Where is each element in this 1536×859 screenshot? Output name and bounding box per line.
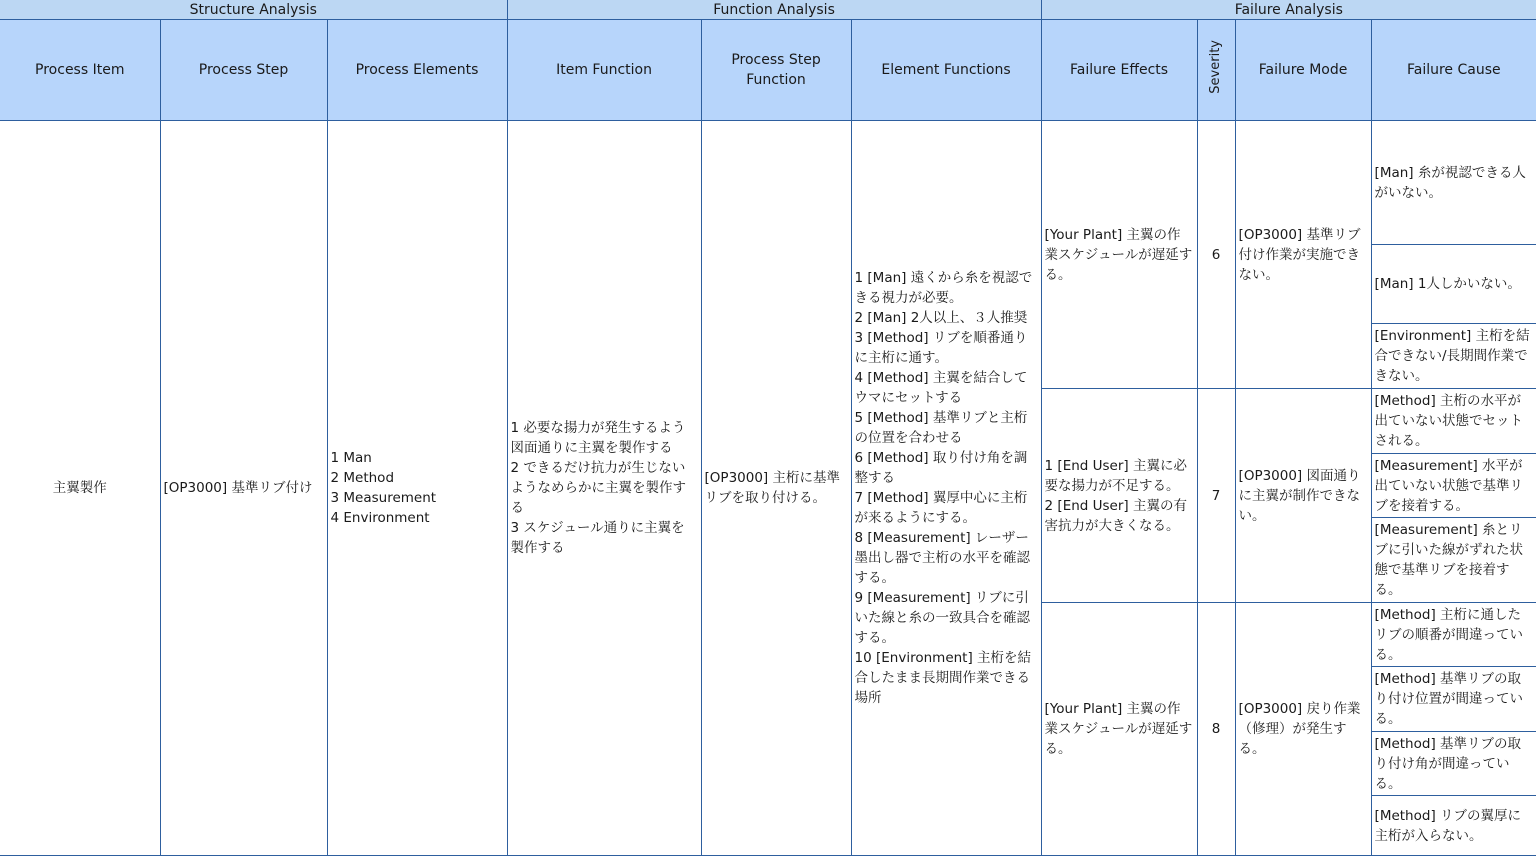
process-step-cell: [OP3000] 基準リブ付け <box>160 121 327 856</box>
failure-effect-cell: 1 [End User] 主翼に必要な揚力が不足する。 2 [End User] 主翼の有害抗力が大きくなる。 <box>1041 389 1197 603</box>
header-severity-label: Severity <box>1208 40 1224 94</box>
group-function-analysis: Function Analysis <box>507 0 1041 20</box>
failure-cause-cell: [Method] リブの翼厚に主桁が入らない。 <box>1371 796 1536 856</box>
failure-effect-cell: [Your Plant] 主翼の作業スケジュールが遅延する。 <box>1041 121 1197 389</box>
header-failure-effects: Failure Effects <box>1041 20 1197 121</box>
failure-mode-cell: [OP3000] 基準リブ付け作業が実施できない。 <box>1235 121 1371 389</box>
failure-cause-cell: [Man] 1人しかいない。 <box>1371 245 1536 324</box>
failure-effect-cell: [Your Plant] 主翼の作業スケジュールが遅延する。 <box>1041 603 1197 856</box>
table-row <box>0 121 1536 245</box>
failure-cause-cell: [Method] 基準リブの取り付け位置が間違っている。 <box>1371 667 1536 732</box>
element-functions-cell: 1 [Man] 遠くから糸を視認できる視力が必要。 2 [Man] 2人以上、３人推奨 3 [Method] リブを順番通りに主桁に通す。 4 [Method] 主翼を結合してウマにセットする 5 [Method] 基準リブと主桁の位置を合わせる 6 [Method] 取り付け角を調整する 7 [Method] 翼厚中心に主桁が来るようにする。 8 [Measurement] レーザー墨出し器で主桁の水平を確認する。 9 [Measurement] リブに引いた線と糸の一致具合を確認する。 10 [Environment] 主桁を結合したまま長期間作業できる場所 <box>851 121 1041 856</box>
item-function-cell: 1 必要な揚力が発生するよう図面通りに主翼を製作する 2 できるだけ抗力が生じないようなめらかに主翼を製作する 3 スケジュール通りに主翼を製作する <box>507 121 701 856</box>
group-failure-analysis: Failure Analysis <box>1041 0 1536 20</box>
group-structure-analysis: Structure Analysis <box>0 0 507 20</box>
failure-cause-cell: [Method] 主桁に通したリブの順番が間違っている。 <box>1371 603 1536 667</box>
process-item-cell: 主翼製作 <box>0 121 160 856</box>
header-item-function: Item Function <box>507 20 701 121</box>
failure-mode-cell: [OP3000] 戻り作業（修理）が発生する。 <box>1235 603 1371 856</box>
header-element-functions: Element Functions <box>851 20 1041 121</box>
failure-cause-cell: [Measurement] 糸とリブに引いた線がずれた状態で基準リブを接着する。 <box>1371 518 1536 603</box>
failure-cause-cell: [Man] 糸が視認できる人がいない。 <box>1371 121 1536 245</box>
failure-cause-cell: [Environment] 主桁を結合できない/長期間作業できない。 <box>1371 324 1536 389</box>
header-process-step-function: Process Step Function <box>701 20 851 121</box>
severity-cell: 6 <box>1197 121 1235 389</box>
failure-mode-cell: [OP3000] 図面通りに主翼が制作できない。 <box>1235 389 1371 603</box>
severity-cell: 7 <box>1197 389 1235 603</box>
header-failure-cause: Failure Cause <box>1371 20 1536 121</box>
header-severity <box>1197 20 1235 121</box>
header-process-elements: Process Elements <box>327 20 507 121</box>
failure-cause-cell: [Method] 主桁の水平が出ていない状態でセットされる。 <box>1371 389 1536 454</box>
severity-cell: 8 <box>1197 603 1235 856</box>
process-step-function-cell: [OP3000] 主桁に基準リブを取り付ける。 <box>701 121 851 856</box>
failure-cause-cell: [Measurement] 水平が出ていない状態で基準リブを接着する。 <box>1371 454 1536 518</box>
process-elements-cell: 1 Man 2 Method 3 Measurement 4 Environment <box>327 121 507 856</box>
header-failure-mode: Failure Mode <box>1235 20 1371 121</box>
group-header-row <box>0 0 1536 20</box>
header-process-item: Process Item <box>0 20 160 121</box>
column-header-row <box>0 20 1536 121</box>
failure-cause-cell: [Method] 基準リブの取り付け角が間違っている。 <box>1371 732 1536 796</box>
header-process-step: Process Step <box>160 20 327 121</box>
